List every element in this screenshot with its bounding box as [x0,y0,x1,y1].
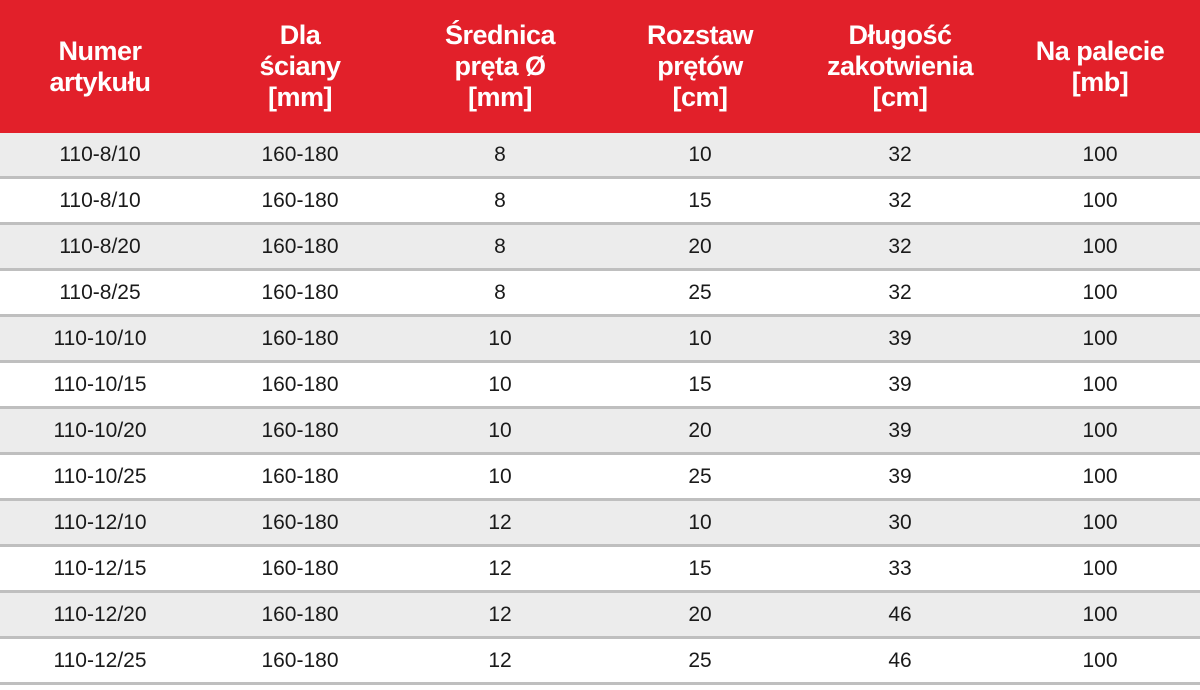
cell-per-pallet: 100 [1000,408,1200,454]
cell-rod-spacing: 25 [600,638,800,684]
cell-rod-diameter: 12 [400,500,600,546]
cell-per-pallet: 100 [1000,270,1200,316]
cell-rod-diameter: 12 [400,592,600,638]
cell-per-pallet: 100 [1000,454,1200,500]
table-row [0,500,1200,546]
table-row [0,408,1200,454]
header-line: Rozstaw [646,20,754,50]
cell-rod-spacing: 20 [600,592,800,638]
cell-rod-diameter: 8 [400,133,600,178]
cell-rod-spacing: 25 [600,454,800,500]
cell-article-number: 110-10/20 [0,408,200,454]
cell-rod-spacing: 20 [600,408,800,454]
cell-wall-thickness: 160-180 [200,408,400,454]
cell-anchorage-length: 32 [800,178,1000,224]
cell-per-pallet: 100 [1000,638,1200,684]
cell-anchorage-length: 33 [800,546,1000,592]
header-line: [mb] [1071,66,1129,97]
cell-article-number: 110-10/10 [0,316,200,362]
cell-article-number: 110-10/15 [0,362,200,408]
header-rod-spacing [600,0,800,133]
cell-rod-spacing: 15 [600,178,800,224]
cell-wall-thickness: 160-180 [200,500,400,546]
table-header [0,0,1200,133]
table-row [0,546,1200,592]
cell-wall-thickness: 160-180 [200,638,400,684]
header-article-number [0,0,200,133]
header-line: [mm] [268,82,332,112]
cell-per-pallet: 100 [1000,224,1200,270]
cell-rod-diameter: 10 [400,454,600,500]
table-row [0,362,1200,408]
cell-rod-spacing: 10 [600,133,800,178]
cell-rod-diameter: 10 [400,362,600,408]
cell-article-number: 110-12/10 [0,500,200,546]
cell-per-pallet: 100 [1000,133,1200,178]
header-line: artykułu [49,66,151,97]
cell-article-number: 110-12/20 [0,592,200,638]
cell-rod-spacing: 10 [600,316,800,362]
table-row [0,224,1200,270]
cell-rod-diameter: 10 [400,408,600,454]
cell-article-number: 110-10/25 [0,454,200,500]
cell-per-pallet: 100 [1000,592,1200,638]
table-row [0,638,1200,684]
cell-rod-spacing: 15 [600,362,800,408]
cell-wall-thickness: 160-180 [200,270,400,316]
table-row [0,592,1200,638]
cell-article-number: 110-12/25 [0,638,200,684]
cell-rod-spacing: 20 [600,224,800,270]
header-rod-diameter [400,0,600,133]
cell-rod-diameter: 8 [400,224,600,270]
cell-wall-thickness: 160-180 [200,178,400,224]
table-body [0,133,1200,684]
cell-anchorage-length: 39 [800,408,1000,454]
header-line: Na palecie [1035,35,1165,66]
table-row [0,178,1200,224]
cell-per-pallet: 100 [1000,546,1200,592]
cell-rod-diameter: 8 [400,178,600,224]
header-line: Numer [58,35,142,66]
header-line: Dla [279,20,321,50]
cell-anchorage-length: 39 [800,316,1000,362]
cell-wall-thickness: 160-180 [200,546,400,592]
cell-wall-thickness: 160-180 [200,133,400,178]
cell-anchorage-length: 46 [800,592,1000,638]
cell-anchorage-length: 30 [800,500,1000,546]
header-line: [mm] [468,82,532,112]
cell-rod-diameter: 12 [400,546,600,592]
cell-anchorage-length: 39 [800,362,1000,408]
table-row [0,133,1200,178]
cell-per-pallet: 100 [1000,362,1200,408]
cell-wall-thickness: 160-180 [200,224,400,270]
cell-wall-thickness: 160-180 [200,316,400,362]
table-row [0,270,1200,316]
header-line: [cm] [672,82,728,112]
header-line: prętów [657,51,743,81]
cell-article-number: 110-8/20 [0,224,200,270]
cell-rod-diameter: 10 [400,316,600,362]
header-anchorage-length [800,0,1000,133]
cell-rod-diameter: 12 [400,638,600,684]
header-line: Długość [848,20,952,50]
cell-wall-thickness: 160-180 [200,592,400,638]
header-line: Średnica [444,20,556,50]
cell-rod-diameter: 8 [400,270,600,316]
header-line: [cm] [872,82,928,112]
cell-anchorage-length: 46 [800,638,1000,684]
header-line: pręta Ø [454,51,546,81]
table-row [0,316,1200,362]
header-wall-thickness [200,0,400,133]
cell-rod-spacing: 15 [600,546,800,592]
cell-anchorage-length: 39 [800,454,1000,500]
cell-wall-thickness: 160-180 [200,362,400,408]
cell-anchorage-length: 32 [800,270,1000,316]
cell-article-number: 110-8/25 [0,270,200,316]
cell-anchorage-length: 32 [800,133,1000,178]
cell-anchorage-length: 32 [800,224,1000,270]
header-line: zakotwienia [826,51,974,81]
cell-per-pallet: 100 [1000,316,1200,362]
header-line: ściany [259,51,341,81]
header-per-pallet [1000,0,1200,133]
cell-rod-spacing: 10 [600,500,800,546]
cell-article-number: 110-8/10 [0,133,200,178]
header-row [0,0,1200,133]
cell-wall-thickness: 160-180 [200,454,400,500]
cell-article-number: 110-12/15 [0,546,200,592]
cell-per-pallet: 100 [1000,500,1200,546]
cell-per-pallet: 100 [1000,178,1200,224]
cell-rod-spacing: 25 [600,270,800,316]
table-row [0,454,1200,500]
cell-article-number: 110-8/10 [0,178,200,224]
